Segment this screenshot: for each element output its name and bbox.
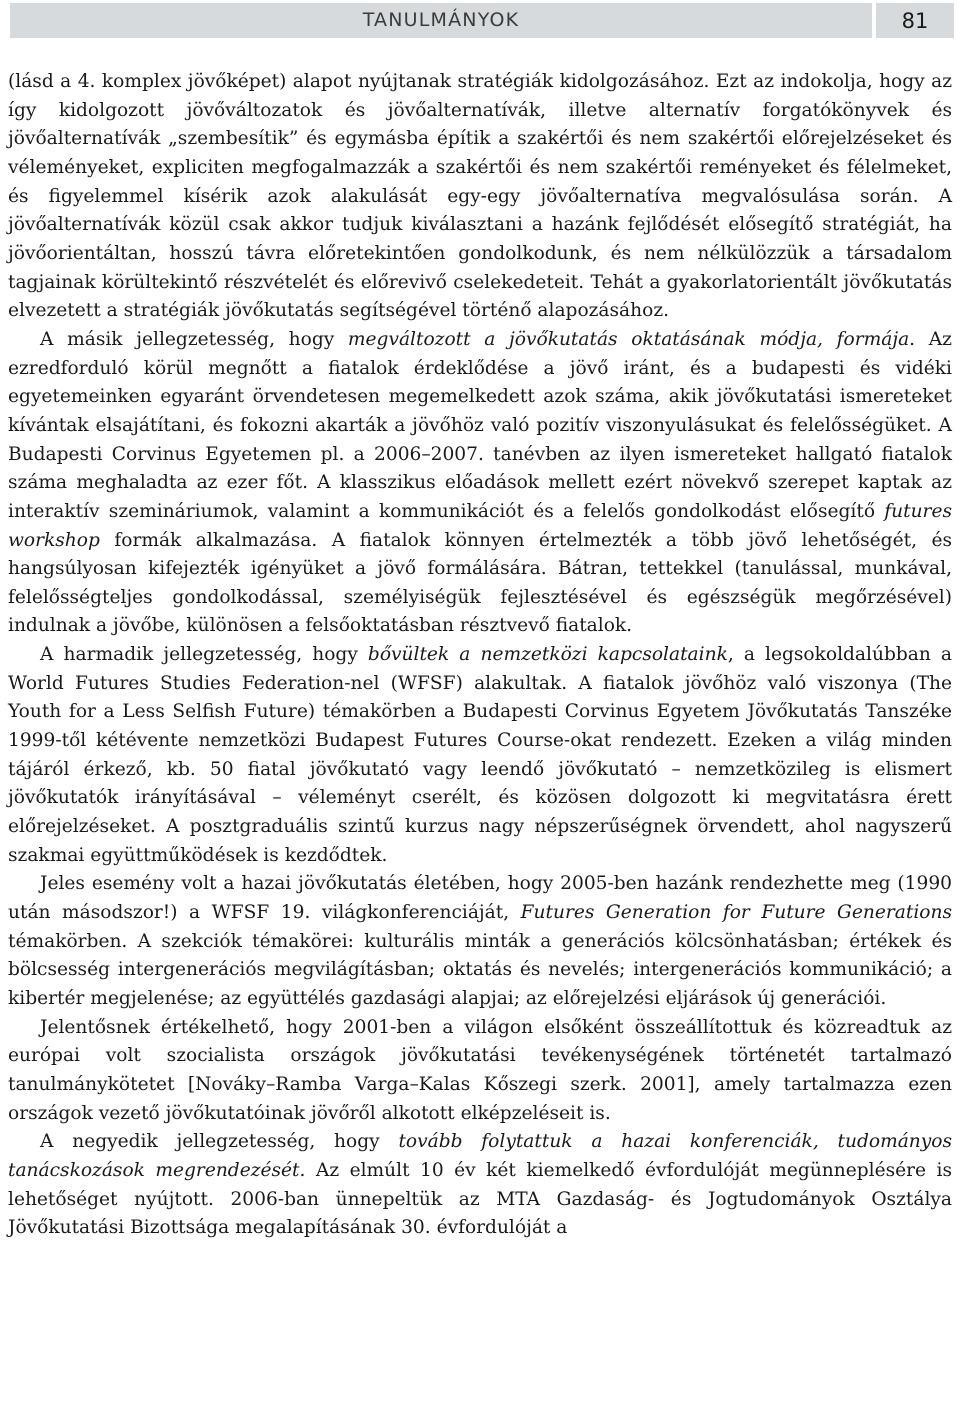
text-run: (lásd a 4. komplex jövőképet) alapot nyújtanak stratégiák kidolgozásához. Ezt az indokolja, hogy az így kidolgozott jövőváltozatok és jövőalternatívák, illetve alternatív forgatókönyvek és jövőalternatívák „szembesítik” és egymásba építik a szakértői és nem szakértői előrejelzéseket és véleményeket, expliciten megfogalmazzák a szakértői és nem szakértői reményeket és félelmeket, és figyelemmel kísérik azok alakulását egy-egy jövőalternatíva megvalósulása során. A jövőalternatívák közül csak akkor tudjuk kiválasztani a hazánk fejlődését elősegítő stratégiát, ha jövőorientáltan, hosszú távra előretekintően gondolkodunk, és nem nélkülözzük a társadalom tagjainak körültekintő részvételét és előrevivő cselekedeteit. Tehát a gyakorlatorientált jövőkutatás elvezetett a stratégiák jövőkutatás segítségével történő alapozásához. <box>8 71 952 322</box>
paragraph-3 <box>8 641 952 870</box>
page-number: 81 <box>901 9 929 33</box>
paragraph-1 <box>8 68 952 326</box>
text-run: A harmadik jellegzetesség, hogy <box>40 644 368 666</box>
italic-run: bővültek a nemzetközi kapcsolataink <box>367 644 728 666</box>
text-run: A negyedik jellegzetesség, hogy <box>40 1131 399 1153</box>
italic-run: futures workshop <box>8 500 952 551</box>
text-run: Jeles esemény volt a hazai jövőkutatás életében, hogy 2005-ben hazánk rendezhette meg (1990 után másodszor!) a WFSF 19. világkonferenciáját, <box>8 873 952 924</box>
running-header <box>10 3 954 38</box>
text-run: , a legsokoldalúbban a World Futures Studies Federation-nel (WFSF) alakultak. A fiatalok jövőhöz való viszonya (The Youth for a Less Selfish Future) témakörben a Budapesti Corvinus Egyetem Jövőkutatás Tanszéke 1999-től kétévente nemzetközi Budapest Futures Course-okat rendezett. Ezeken a világ minden tájáról érkező, kb. 50 fiatal jövőkutató vagy leendő jövőkutató – nemzetközileg is elismert jövőkutatók irányításával – véleményt cserélt, és közösen dolgozott ki megvitatásra érett előrejelzéseket. A posztgraduális szintű kurzus nagy népszerűségnek örvendett, ahol nagyszerű szakmai együttműködések is kezdődtek. <box>8 644 952 866</box>
paragraph-4 <box>8 870 952 1013</box>
text-run: . Az elmúlt 10 év két kiemelkedő évfordulóját megünneplésére is lehetőséget nyújtott. 2006-ban ünnepeltük az MTA Gazdaság- és Jogtudományok Osztálya Jövőkutatási Bizottsága megalapításának 30. évfordulóját a <box>8 1159 952 1239</box>
text-run: . Az ezredforduló körül megnőtt a fiatalok érdeklődése a jövő iránt, és a budapesti és vidéki egyetemeinken egyaránt örvendetesen megemelkedett azok száma, akik jövőkutatási ismereteket kívántak elsajátítani, és fokozni akarták a jövőhöz való pozitív viszonyulásukat és felelősségüket. A Budapesti Corvinus Egyetemen pl. a 2006–2007. tanévben az ilyen ismereteket hallgató fiatalok száma meghaladta az ezer főt. A klasszikus előadások mellett ezért növekvő szerepet kaptak az interaktív szemináriumok, valamint a kommunikációt és a felelős gondolkodást elősegítő <box>8 328 952 522</box>
text-run: Jelentősnek értékelhető, hogy 2001-ben a világon elsőként összeállítottuk és közreadtuk az európai volt szocialista országok jövőkutatási tevékenységének történetét tartalmazó tanulmánykötetet [Nováky–Ramba Varga–Kalas Kőszegi szerk. 2001], amely tartalmazza ezen országok vezető jövőkutatóinak jövőről alkotott elképzeléseit is. <box>8 1016 952 1124</box>
paragraph-5 <box>8 1014 952 1129</box>
text-run: témakörben. A szekciók témakörei: kulturális minták a generációs kölcsönhatásban; értékek és bölcsesség intergenerációs megvilágításban; oktatás és nevelés; intergenerációs kommunikáció; a kibertér megjelenése; az együttélés gazdasági alapjai; az előrejelzési eljárások új generációi. <box>8 930 952 1009</box>
paragraph-2 <box>8 326 952 641</box>
text-run: formák alkalmazása. A fiatalok könnyen értelmezték a több jövő lehetőségét, és hangsúlyosan kifejezték igényüket a jövő formálására. Bátran, tettekkel (tanulással, munkával, felelősségteljes gondolkodással, személyiségük fejlesztésével és egészségük megőrzésével) indulnak a jövőbe, különösen a felsőoktatásban résztvevő fiatalok. <box>8 529 952 637</box>
body-text <box>8 68 952 1243</box>
italic-run: megváltozott a jövőkutatás oktatásának módja, formája <box>347 328 910 350</box>
italic-run: tovább folytattuk a hazai konferenciák, tudományos tanácskozások megrendezését <box>8 1131 952 1181</box>
italic-run: Futures Generation for Future Generations <box>520 902 952 924</box>
paragraph-6 <box>8 1128 952 1243</box>
text-run: A másik jellegzetesség, hogy <box>40 328 348 350</box>
section-title: TANULMÁNYOK <box>362 9 520 31</box>
